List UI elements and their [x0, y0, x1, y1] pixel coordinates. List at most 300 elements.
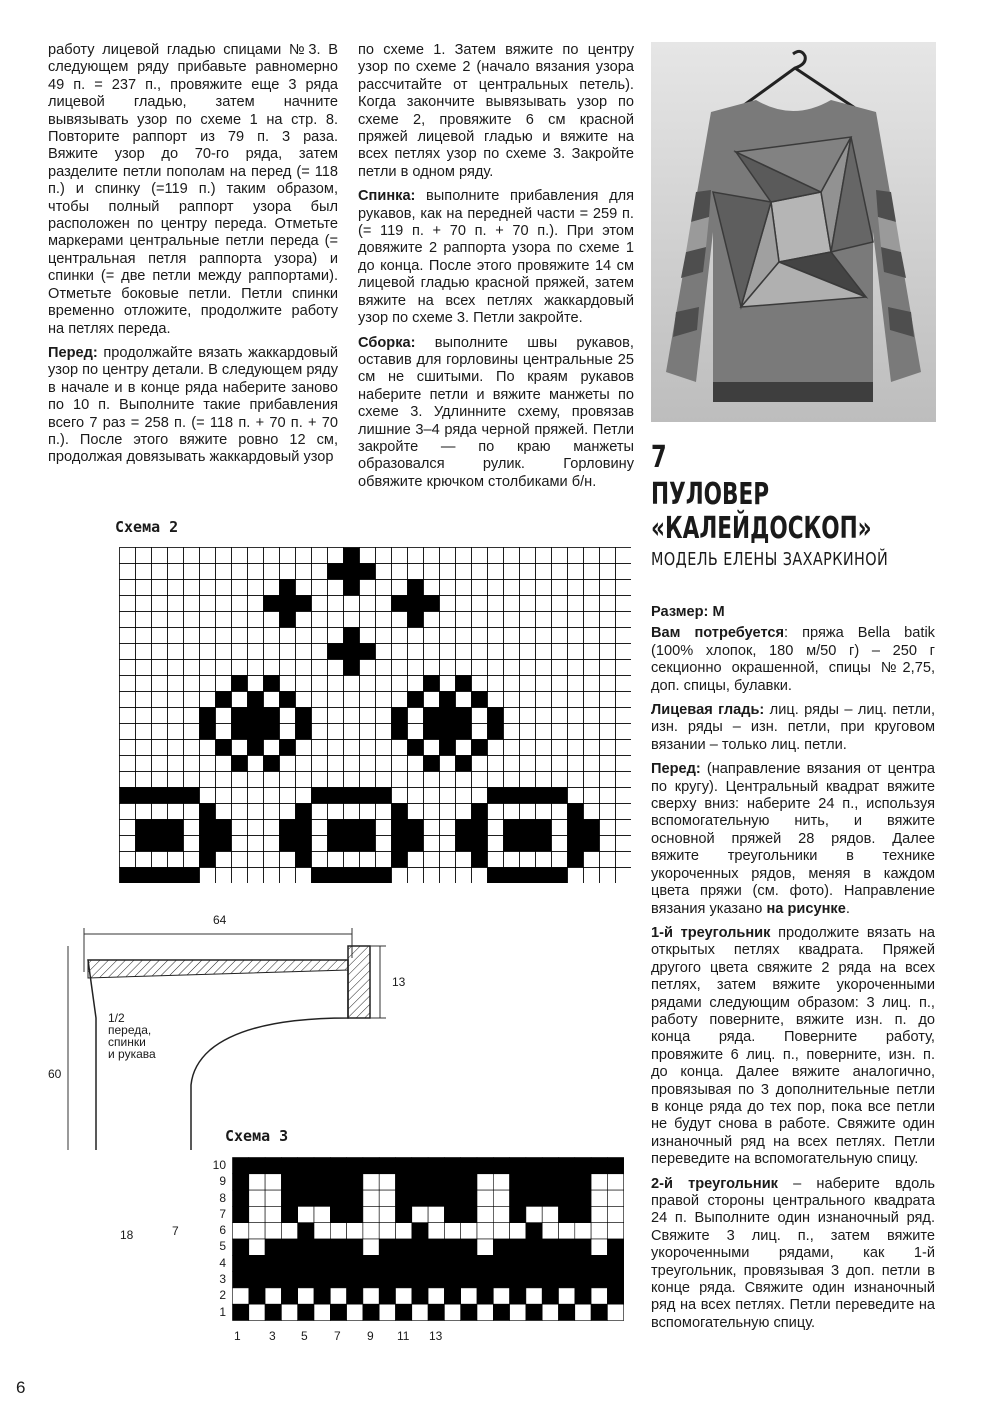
chart-cell	[120, 804, 136, 820]
chart-cell	[600, 628, 616, 644]
chart-cell	[264, 628, 280, 644]
chart-cell	[344, 820, 360, 836]
chart-cell	[616, 676, 632, 692]
chart-cell	[396, 1255, 412, 1271]
scheme-2-grid	[119, 547, 631, 883]
chart-cell	[296, 852, 312, 868]
chart-cell	[600, 724, 616, 740]
chart-cell	[168, 660, 184, 676]
chart-cell	[200, 740, 216, 756]
chart-cell	[264, 788, 280, 804]
chart-cell	[456, 756, 472, 772]
chart-cell	[575, 1304, 591, 1320]
chart-cell	[249, 1255, 265, 1271]
chart-cell	[456, 660, 472, 676]
chart-cell	[488, 756, 504, 772]
chart-cell	[120, 692, 136, 708]
chart-cell	[440, 724, 456, 740]
chart-cell	[248, 708, 264, 724]
chart-cell	[347, 1239, 363, 1255]
chart-cell	[477, 1272, 493, 1288]
chart-cell	[376, 740, 392, 756]
chart-cell	[444, 1223, 460, 1239]
chart-cell	[616, 868, 632, 884]
chart-cell	[360, 628, 376, 644]
chart-cell	[344, 676, 360, 692]
chart-cell	[347, 1206, 363, 1222]
chart-cell	[520, 708, 536, 724]
chart-cell	[184, 772, 200, 788]
chart-cell	[520, 852, 536, 868]
chart-cell	[408, 564, 424, 580]
chart-cell	[200, 564, 216, 580]
chart-cell	[312, 788, 328, 804]
chart-cell	[472, 692, 488, 708]
chart-cell	[200, 804, 216, 820]
chart-cell	[168, 548, 184, 564]
chart-cell	[424, 548, 440, 564]
chart-cell	[344, 564, 360, 580]
chart-cell	[392, 692, 408, 708]
chart-cell	[408, 676, 424, 692]
chart-cell	[392, 740, 408, 756]
chart-cell	[280, 644, 296, 660]
chart-cell	[552, 676, 568, 692]
chart-cell	[493, 1239, 509, 1255]
chart-cell	[412, 1158, 428, 1174]
row-number: 10	[212, 1158, 226, 1172]
chart-cell	[424, 596, 440, 612]
chart-cell	[412, 1288, 428, 1304]
chart-cell	[440, 740, 456, 756]
chart-cell	[328, 804, 344, 820]
chart-cell	[412, 1255, 428, 1271]
chart-cell	[360, 772, 376, 788]
chart-cell	[526, 1304, 542, 1320]
chart-cell	[408, 788, 424, 804]
chart-cell	[408, 692, 424, 708]
chart-cell	[136, 548, 152, 564]
chart-cell	[520, 724, 536, 740]
chart-cell	[296, 596, 312, 612]
chart-cell	[168, 868, 184, 884]
chart-cell	[281, 1174, 297, 1190]
chart-cell	[444, 1190, 460, 1206]
chart-cell	[312, 804, 328, 820]
paragraph-triangle-2: 2-й треугольник – наберите вдоль правой стороны центрального квадрата 24 п. Выполните один изнаночный ряд. Свяжите 3 лиц. п., затем вяжите укороченными рядами, как 1-й треугольник, провязывая 3 доп. петли в конце ряда. Свяжите один изнаночный ряд на всех петлях. Петли переведите на вспомогательную спицу.	[651, 1175, 935, 1331]
chart-cell	[216, 580, 232, 596]
chart-cell	[168, 724, 184, 740]
chart-cell	[424, 804, 440, 820]
chart-cell	[376, 580, 392, 596]
chart-cell	[472, 564, 488, 580]
chart-cell	[281, 1304, 297, 1320]
chart-cell	[584, 724, 600, 740]
chart-cell	[542, 1304, 558, 1320]
chart-cell	[526, 1174, 542, 1190]
chart-cell	[328, 660, 344, 676]
chart-cell	[504, 548, 520, 564]
chart-cell	[504, 772, 520, 788]
chart-cell	[233, 1223, 249, 1239]
chart-cell	[568, 708, 584, 724]
chart-cell	[296, 548, 312, 564]
chart-cell	[296, 692, 312, 708]
chart-cell	[232, 596, 248, 612]
chart-cell	[552, 612, 568, 628]
chart-cell	[440, 692, 456, 708]
chart-cell	[616, 660, 632, 676]
chart-cell	[280, 676, 296, 692]
chart-cell	[248, 548, 264, 564]
chart-cell	[477, 1174, 493, 1190]
chart-cell	[249, 1288, 265, 1304]
chart-cell	[396, 1174, 412, 1190]
chart-cell	[184, 644, 200, 660]
chart-cell	[168, 580, 184, 596]
chart-cell	[120, 612, 136, 628]
chart-cell	[184, 804, 200, 820]
chart-cell	[363, 1190, 379, 1206]
chart-cell	[328, 836, 344, 852]
chart-cell	[428, 1255, 444, 1271]
chart-cell	[184, 580, 200, 596]
chart-cell	[298, 1174, 314, 1190]
chart-cell	[216, 564, 232, 580]
chart-cell	[249, 1239, 265, 1255]
chart-cell	[314, 1223, 330, 1239]
chart-cell	[233, 1206, 249, 1222]
chart-cell	[248, 596, 264, 612]
chart-cell	[444, 1158, 460, 1174]
chart-cell	[568, 836, 584, 852]
column-number: 9	[367, 1329, 374, 1343]
chart-cell	[408, 772, 424, 788]
chart-cell	[312, 868, 328, 884]
chart-cell	[584, 612, 600, 628]
chart-cell	[552, 740, 568, 756]
chart-cell	[472, 788, 488, 804]
chart-cell	[281, 1206, 297, 1222]
chart-cell	[312, 772, 328, 788]
chart-cell	[440, 564, 456, 580]
scheme-2-title: Схема 2	[115, 518, 179, 536]
chart-cell	[536, 580, 552, 596]
chart-cell	[184, 692, 200, 708]
chart-cell	[408, 740, 424, 756]
chart-cell	[379, 1272, 395, 1288]
chart-cell	[233, 1288, 249, 1304]
chart-cell	[600, 596, 616, 612]
chart-cell	[216, 708, 232, 724]
chart-cell	[376, 692, 392, 708]
chart-cell	[363, 1174, 379, 1190]
chart-cell	[152, 724, 168, 740]
chart-cell	[233, 1304, 249, 1320]
chart-cell	[376, 596, 392, 612]
chart-cell	[249, 1158, 265, 1174]
chart-cell	[216, 740, 232, 756]
chart-cell	[379, 1288, 395, 1304]
chart-cell	[344, 868, 360, 884]
chart-cell	[136, 644, 152, 660]
chart-cell	[200, 612, 216, 628]
chart-cell	[344, 596, 360, 612]
chart-cell	[504, 628, 520, 644]
chart-cell	[232, 740, 248, 756]
chart-cell	[456, 724, 472, 740]
chart-cell	[568, 660, 584, 676]
chart-cell	[136, 756, 152, 772]
chart-cell	[344, 740, 360, 756]
chart-cell	[248, 580, 264, 596]
chart-cell	[360, 660, 376, 676]
chart-cell	[264, 580, 280, 596]
chart-cell	[584, 868, 600, 884]
chart-cell	[392, 580, 408, 596]
chart-cell	[232, 804, 248, 820]
chart-cell	[552, 548, 568, 564]
chart-cell	[216, 804, 232, 820]
chart-cell	[493, 1174, 509, 1190]
chart-cell	[296, 676, 312, 692]
chart-cell	[424, 660, 440, 676]
chart-cell	[526, 1158, 542, 1174]
chart-cell	[344, 852, 360, 868]
chart-cell	[424, 772, 440, 788]
chart-cell	[232, 852, 248, 868]
chart-cell	[376, 724, 392, 740]
chart-cell	[376, 868, 392, 884]
paragraph: по схеме 1. Затем вяжите по центру узор по схеме 2 (начало вязания узора рассчитайте от центральных петель). Когда закончите вывязывать узор по схеме 2, провяжите 6 см красной пряжей лицевой гладью и вяжите на всех петлях узор по схеме 3. Закройте петли в одном ряду.	[358, 42, 634, 180]
chart-cell	[200, 724, 216, 740]
chart-cell	[520, 788, 536, 804]
chart-cell	[536, 676, 552, 692]
chart-cell	[281, 1239, 297, 1255]
paragraph-back: Спинка: выполните прибавления для рукавов, как на передней части = 259 п. (= 119 п. + 70 п. + 70 п.). При этом довяжите 2 раппорта узора по схеме 1 до конца. После этого провяжите 14 см лицевой гладью красной пряжей, затем вяжите на всех петлях жаккардовый узор по схеме 3. Петли закройте.	[358, 188, 634, 327]
chart-cell	[296, 772, 312, 788]
chart-cell	[584, 852, 600, 868]
chart-cell	[120, 756, 136, 772]
chart-cell	[552, 596, 568, 612]
chart-cell	[493, 1255, 509, 1271]
chart-cell	[542, 1174, 558, 1190]
chart-cell	[298, 1255, 314, 1271]
chart-cell	[376, 756, 392, 772]
chart-cell	[536, 564, 552, 580]
chart-cell	[233, 1190, 249, 1206]
chart-cell	[328, 580, 344, 596]
chart-cell	[136, 580, 152, 596]
chart-cell	[461, 1206, 477, 1222]
chart-cell	[568, 548, 584, 564]
chart-cell	[344, 548, 360, 564]
chart-cell	[542, 1190, 558, 1206]
chart-cell	[616, 644, 632, 660]
chart-cell	[568, 596, 584, 612]
chart-cell	[616, 740, 632, 756]
chart-cell	[607, 1158, 623, 1174]
chart-cell	[584, 692, 600, 708]
chart-cell	[536, 644, 552, 660]
chart-cell	[504, 612, 520, 628]
sweater-photo	[651, 42, 936, 422]
chart-cell	[504, 644, 520, 660]
chart-cell	[120, 676, 136, 692]
chart-cell	[392, 772, 408, 788]
chart-cell	[536, 804, 552, 820]
chart-cell	[510, 1288, 526, 1304]
chart-cell	[559, 1223, 575, 1239]
article-title: ПУЛОВЕР «КАЛЕЙДОСКОП»	[651, 477, 872, 546]
chart-cell	[461, 1239, 477, 1255]
chart-cell	[264, 740, 280, 756]
chart-cell	[584, 836, 600, 852]
chart-cell	[520, 868, 536, 884]
chart-cell	[488, 548, 504, 564]
chart-cell	[200, 708, 216, 724]
chart-cell	[328, 644, 344, 660]
chart-cell	[456, 628, 472, 644]
chart-cell	[248, 868, 264, 884]
chart-cell	[600, 804, 616, 820]
chart-cell	[559, 1190, 575, 1206]
chart-cell	[363, 1223, 379, 1239]
chart-cell	[472, 740, 488, 756]
chart-cell	[280, 836, 296, 852]
chart-cell	[526, 1272, 542, 1288]
chart-cell	[472, 772, 488, 788]
chart-cell	[493, 1206, 509, 1222]
chart-cell	[280, 692, 296, 708]
chart-cell	[396, 1239, 412, 1255]
chart-cell	[504, 804, 520, 820]
chart-cell	[232, 708, 248, 724]
chart-cell	[152, 644, 168, 660]
size-line: Размер: М	[651, 604, 725, 620]
scheme-3-grid	[232, 1157, 628, 1323]
chart-cell	[347, 1190, 363, 1206]
chart-cell	[392, 596, 408, 612]
chart-cell	[232, 724, 248, 740]
chart-cell	[392, 612, 408, 628]
chart-cell	[456, 548, 472, 564]
chart-cell	[584, 644, 600, 660]
chart-cell	[120, 724, 136, 740]
chart-cell	[584, 580, 600, 596]
chart-cell	[526, 1255, 542, 1271]
chart-cell	[296, 628, 312, 644]
chart-cell	[379, 1174, 395, 1190]
row-number: 2	[219, 1288, 226, 1303]
chart-cell	[568, 676, 584, 692]
chart-cell	[526, 1206, 542, 1222]
chart-cell	[296, 580, 312, 596]
chart-cell	[298, 1288, 314, 1304]
chart-cell	[216, 596, 232, 612]
chart-cell	[360, 548, 376, 564]
chart-cell	[264, 644, 280, 660]
chart-cell	[600, 676, 616, 692]
chart-cell	[264, 548, 280, 564]
chart-cell	[520, 804, 536, 820]
chart-cell	[396, 1272, 412, 1288]
chart-cell	[600, 564, 616, 580]
paragraph-front: Перед: (направление вязания от центра по кругу). Центральный квадрат вяжите сверху вниз: наберите 24 п., используя вспомогательную нить, и вяжите основной пряжей 28 рядов. Далее вяжите треугольники в технике укороченных рядов, меняя в каждом цвета пряжи (см. фото). Направление вязания указано на рисунке.	[651, 761, 935, 917]
chart-cell	[472, 596, 488, 612]
chart-cell	[520, 772, 536, 788]
chart-cell	[296, 708, 312, 724]
chart-cell	[280, 852, 296, 868]
chart-cell	[461, 1223, 477, 1239]
chart-cell	[248, 564, 264, 580]
chart-cell	[542, 1206, 558, 1222]
chart-cell	[472, 868, 488, 884]
chart-cell	[424, 612, 440, 628]
chart-cell	[600, 644, 616, 660]
chart-cell	[536, 756, 552, 772]
chart-cell	[298, 1272, 314, 1288]
chart-cell	[152, 868, 168, 884]
chart-cell	[136, 564, 152, 580]
chart-cell	[120, 868, 136, 884]
paragraph-label: Вам потребуется	[651, 625, 785, 642]
chart-cell	[440, 836, 456, 852]
chart-cell	[591, 1158, 607, 1174]
chart-cell	[493, 1190, 509, 1206]
chart-cell	[456, 836, 472, 852]
chart-cell	[428, 1223, 444, 1239]
chart-cell	[233, 1255, 249, 1271]
chart-cell	[440, 596, 456, 612]
chart-cell	[440, 660, 456, 676]
chart-cell	[616, 836, 632, 852]
chart-cell	[392, 868, 408, 884]
chart-cell	[264, 612, 280, 628]
chart-cell	[152, 676, 168, 692]
chart-cell	[510, 1239, 526, 1255]
chart-cell	[344, 644, 360, 660]
chart-cell	[152, 804, 168, 820]
chart-cell	[591, 1206, 607, 1222]
chart-cell	[568, 580, 584, 596]
chart-cell	[520, 596, 536, 612]
chart-cell	[248, 628, 264, 644]
chart-cell	[152, 852, 168, 868]
column-number: 7	[334, 1329, 341, 1343]
chart-cell	[488, 724, 504, 740]
chart-cell	[281, 1272, 297, 1288]
chart-cell	[472, 548, 488, 564]
chart-cell	[472, 708, 488, 724]
chart-cell	[312, 596, 328, 612]
chart-cell	[184, 852, 200, 868]
chart-cell	[232, 548, 248, 564]
chart-cell	[314, 1272, 330, 1288]
chart-cell	[200, 820, 216, 836]
chart-cell	[408, 852, 424, 868]
chart-cell	[232, 676, 248, 692]
chart-cell	[120, 852, 136, 868]
chart-cell	[184, 788, 200, 804]
chart-cell	[379, 1223, 395, 1239]
chart-cell	[504, 580, 520, 596]
chart-cell	[248, 724, 264, 740]
chart-cell	[363, 1304, 379, 1320]
chart-cell	[216, 756, 232, 772]
chart-cell	[216, 548, 232, 564]
chart-cell	[312, 548, 328, 564]
